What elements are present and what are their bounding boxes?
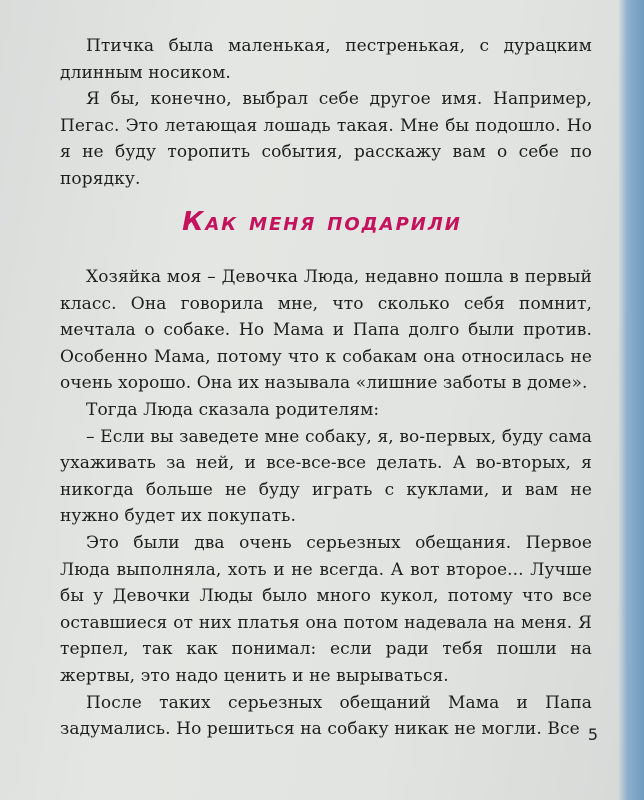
page-edge-shadow [618,0,644,800]
paragraph: Я бы, конечно, выбрал себе другое имя. Например, Пегас. Это летающая лошадь такая. Мне бы подошло. Но я не буду торопить события, расскажу вам о себе по порядку. [60,89,592,189]
paragraph: – Если вы заведете мне собаку, я, во-первых, буду сама ухаживать за ней, и все-все-все делать. А во-вторых, я никогда больше не буду играть с куклами, и вам не нужно будет их покупать. [60,426,592,527]
paragraph: Хозяйка моя – Девочка Люда, недавно пошла в первый класс. Она говорила мне, что сколько себя помнит, мечтала о собаке. Но Мама и Папа долго были против. Особенно Мама, потому что к собакам она относилась не очень хорошо. Она их называла «лишние заботы в доме». [60,267,592,394]
chapter-body-text [60,264,592,743]
chapter-title: Как меня подарили [182,207,462,237]
page-number: 5 [587,725,598,744]
previous-section-text [60,33,592,193]
paragraph: После таких серьезных обещаний Мама и Папа задумались. Но решиться на собаку никак не могли. Все [60,692,592,740]
paragraph: Птичка была маленькая, пестренькая, с дурацким длинным носиком. [60,36,592,83]
paragraph: Это были два очень серьезных обещания. Первое Люда выполняла, хоть и не всегда. А вот второе... Лучше бы у Девочки Люды было много кукол, потому что все оставшиеся от них платья она потом надевала на меня. Я терпел, так как понимал: если ради тебя пошли на жертвы, это надо ценить и не вырываться. [60,532,592,686]
paragraph: Тогда Люда сказала родителям: [86,399,380,420]
